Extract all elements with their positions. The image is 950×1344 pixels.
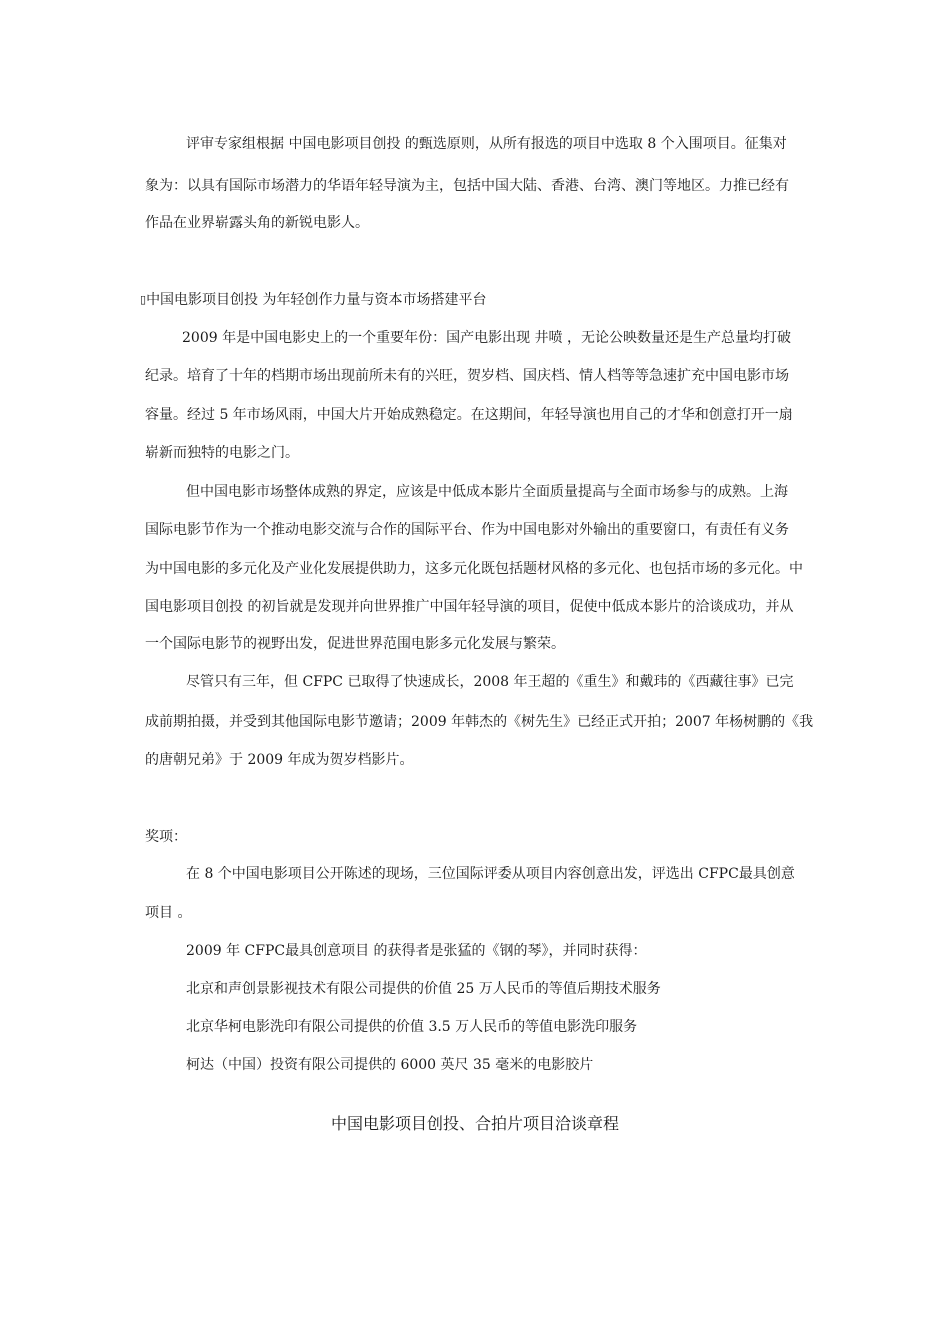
para2-line-2: 国际电影节作为一个推动电影交流与合作的国际平台、作为中国电影对外输出的重要窗口，有责任有义务 — [145, 522, 789, 538]
placeholder-glyph-icon: ▯ — [140, 293, 147, 306]
para1-line-1: 2009 年是中国电影史上的一个重要年份：国产电影出现 井喷 ，无论公映数量还是生产总量均打破 — [182, 330, 791, 346]
intro-line-2: 象为：以具有国际市场潜力的华语年轻导演为主，包括中国大陆、香港、台湾、澳门等地区。力推已经有 — [145, 178, 789, 194]
awards-winner: 2009 年 CFPC最具创意项目 的获得者是张猛的《钢的琴》，并同时获得： — [186, 943, 647, 959]
intro-line-3: 作品在业界崭露头角的新锐电影人。 — [145, 215, 369, 231]
prize-item: 北京华柯电影洗印有限公司提供的价值 3.5 万人民币的等值电影洗印服务 — [186, 1019, 638, 1035]
para1-line-4: 崭新而独特的电影之门。 — [145, 445, 299, 461]
section-heading: ▯中国电影项目创投 为年轻创作力量与资本市场搭建平台 — [140, 292, 487, 308]
para2-line-1: 但中国电影市场整体成熟的界定，应该是中低成本影片全面质量提高与全面市场参与的成熟。上海 — [186, 484, 788, 500]
para1-line-2: 纪录。培育了十年的档期市场出现前所未有的兴旺，贺岁档、国庆档、情人档等等急速扩充中国电影市场 — [145, 368, 789, 384]
prize-item: 北京和声创景影视技术有限公司提供的价值 25 万人民币的等值后期技术服务 — [186, 981, 661, 997]
para2-line-4: 国电影项目创投 的初旨就是发现并向世界推广中国年轻导演的项目，促使中低成本影片的洽谈成功，并从 — [145, 599, 794, 615]
para3-line-3: 的唐朝兄弟》于 2009 年成为贺岁档影片。 — [145, 752, 414, 768]
para2-line-3: 为中国电影的多元化及产业化发展提供助力，这多元化既包括题材风格的多元化、也包括市场的多元化。中 — [145, 561, 803, 577]
para3-line-2: 成前期拍摄，并受到其他国际电影节邀请；2009 年韩杰的《树先生》已经正式开拍；2007 年杨树鹏的《我 — [145, 714, 814, 730]
para3-line-1: 尽管只有三年，但 CFPC 已取得了快速成长，2008 年王超的《重生》和戴玮的《西藏往事》已完 — [186, 674, 794, 690]
intro-line-1: 评审专家组根据 中国电影项目创投 的甄选原则，从所有报选的项目中选取 8 个入围项目。征集对 — [186, 136, 787, 152]
awards-line-1: 在 8 个中国电影项目公开陈述的现场，三位国际评委从项目内容创意出发，评选出 CFPC最具创意 — [186, 866, 795, 882]
footer-title: 中国电影项目创投、合拍片项目洽谈章程 — [330, 1114, 619, 1133]
awards-label: 奖项： — [145, 829, 187, 845]
para1-line-3: 容量。经过 5 年市场风雨，中国大片开始成熟稳定。在这期间，年轻导演也用自己的才华和创意打开一扇 — [145, 407, 793, 423]
para2-line-5: 一个国际电影节的视野出发，促进世界范围电影多元化发展与繁荣。 — [145, 636, 565, 652]
prize-item: 柯达（中国）投资有限公司提供的 6000 英尺 35 毫米的电影胶片 — [186, 1057, 594, 1073]
awards-line-2: 项目 。 — [145, 905, 192, 921]
